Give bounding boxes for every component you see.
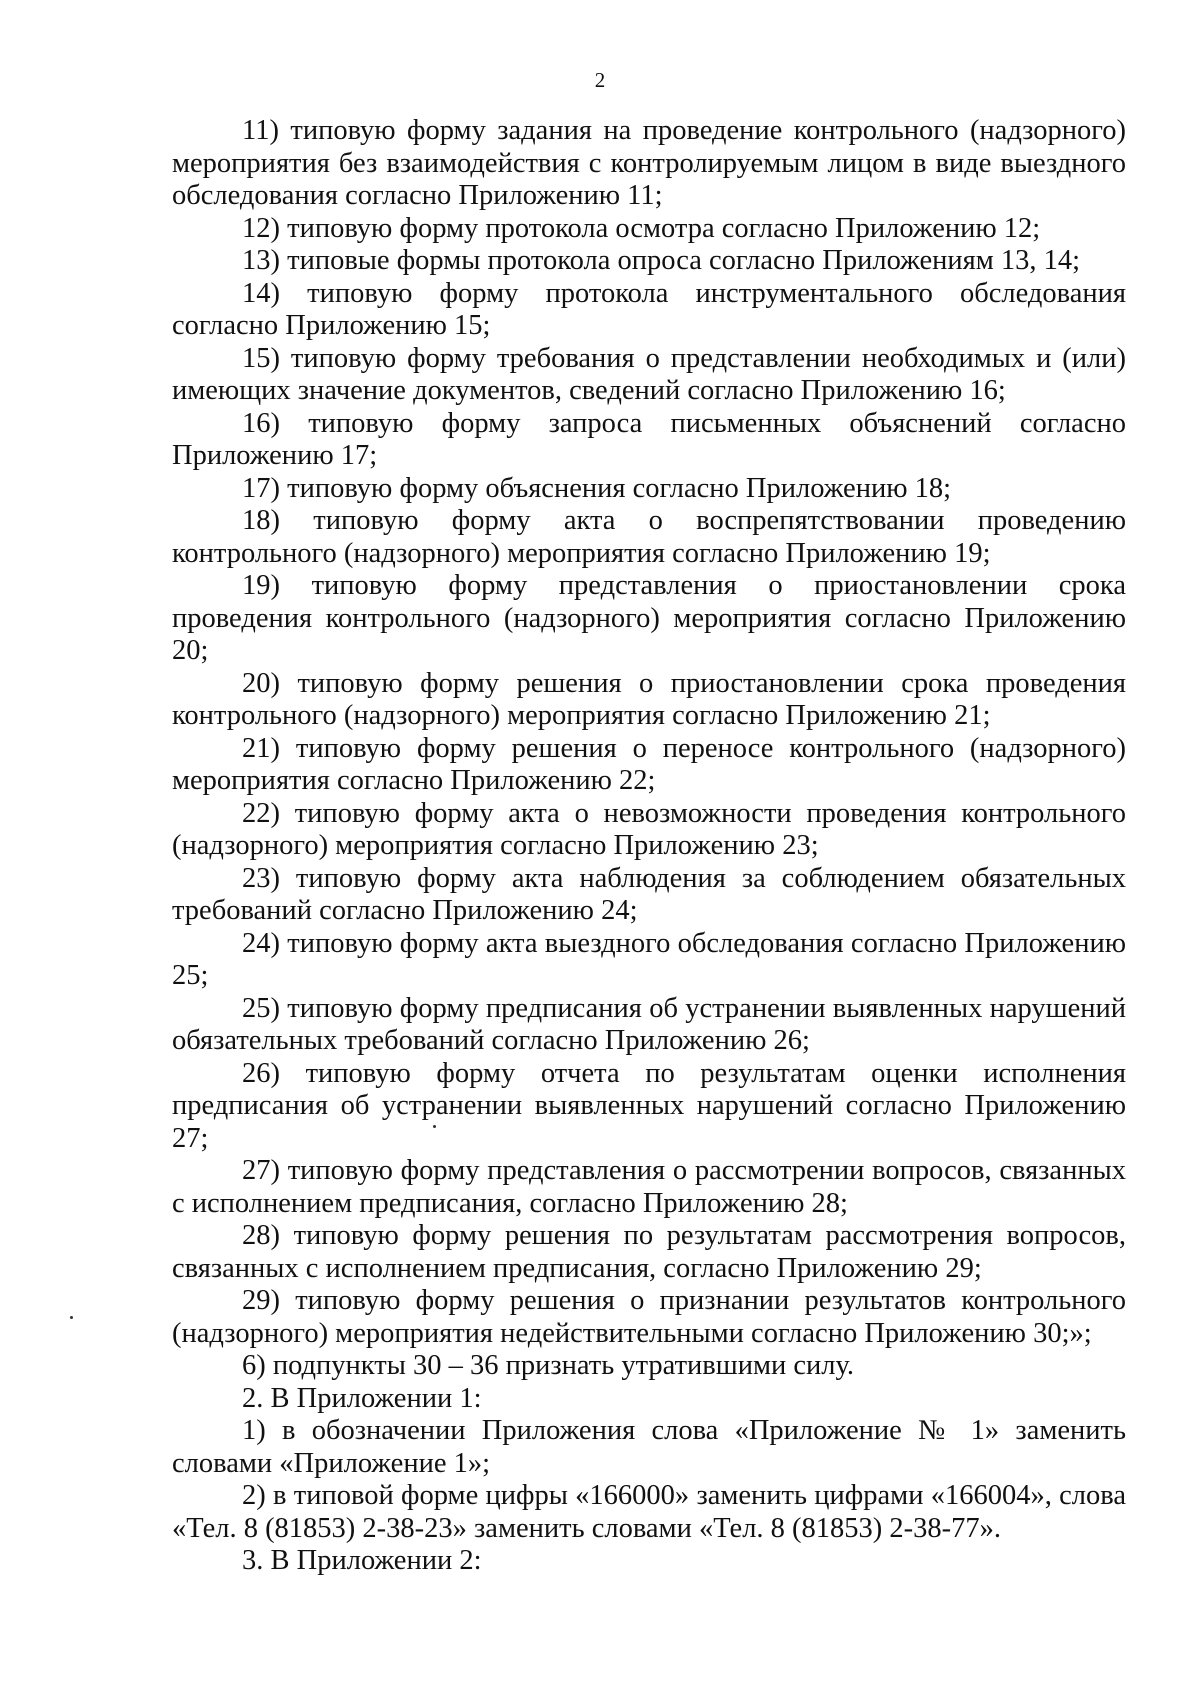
- section-heading-appendix-2: 3. В Приложении 2:: [242, 1545, 482, 1576]
- paragraph-item-24: 24) типовую форму акта выездного обследования согласно Приложению 25;: [172, 927, 1126, 991]
- paragraph-item-22: 22) типовую форму акта о невозможности проведения контрольного (надзорного) мероприятия согласно Приложению 23;: [172, 797, 1126, 861]
- section-heading-appendix-1: 2. В Приложении 1:: [242, 1382, 482, 1414]
- scan-speck: [433, 1125, 436, 1128]
- scan-speck: [70, 1316, 73, 1319]
- document-body: [172, 115, 1126, 1578]
- paragraph-item-17: 17) типовую форму объяснения согласно Приложению 18;: [242, 472, 952, 504]
- paragraph-item-19: 19) типовую форму представления о приостановлении срока проведения контрольного (надзорного) мероприятия согласно Приложению 20;: [172, 570, 1126, 666]
- paragraph-item-29: 29) типовую форму решения о признании результатов контрольного (надзорного) мероприятия недействительными согласно Приложению 30;»;: [172, 1285, 1126, 1349]
- paragraph-item-26: 26) типовую форму отчета по результатам оценки исполнения предписания об устранении выявленных нарушений согласно Приложению 27;: [172, 1057, 1126, 1154]
- paragraph-item-23: 23) типовую форму акта наблюдения за соблюдением обязательных требований согласно Приложению 24;: [172, 862, 1126, 926]
- paragraph-item-14: 14) типовую форму протокола инструментального обследования согласно Приложению 15;: [172, 277, 1126, 341]
- paragraph-item-28: 28) типовую форму решения по результатам рассмотрения вопросов, связанных с исполнением предписания, согласно Приложению 29;: [172, 1220, 1126, 1284]
- appendix-1-item-1: 1) в обозначении Приложения слова «Приложение № 1» заменить словами «Приложение 1»;: [172, 1415, 1126, 1479]
- paragraph-item-25: 25) типовую форму предписания об устранении выявленных нарушений обязательных требований согласно Приложению 26;: [172, 992, 1126, 1056]
- subparagraph-6: 6) подпункты 30 – 36 признать утратившими силу.: [242, 1350, 855, 1381]
- page-number: 2: [594, 68, 606, 92]
- paragraph-item-21: 21) типовую форму решения о переносе контрольного (надзорного) мероприятия согласно Приложению 22;: [172, 732, 1126, 796]
- paragraph-item-18: 18) типовую форму акта о воспрепятствовании проведению контрольного (надзорного) мероприятия согласно Приложению 19;: [172, 505, 1126, 569]
- paragraph-item-15: 15) типовую форму требования о представлении необходимых и (или) имеющих значение документов, сведений согласно Приложению 16;: [172, 342, 1126, 406]
- paragraph-item-20: 20) типовую форму решения о приостановлении срока проведения контрольного (надзорного) мероприятия согласно Приложению 21;: [172, 667, 1126, 731]
- paragraph-item-27: 27) типовую форму представления о рассмотрении вопросов, связанных с исполнением предписания, согласно Приложению 28;: [172, 1155, 1126, 1219]
- paragraph-item-12: 12) типовую форму протокола осмотра согласно Приложению 12;: [242, 212, 1041, 244]
- appendix-1-item-2: 2) в типовой форме цифры «166000» заменить цифрами «166004», слова «Тел. 8 (81853) 2-38-23» заменить словами «Тел. 8 (81853) 2-38-77».: [172, 1480, 1126, 1544]
- paragraph-item-11: 11) типовую форму задания на проведение контрольного (надзорного) мероприятия без взаимодействия с контролируемым лицом в виде выездного обследования согласно Приложению 11;: [172, 115, 1126, 211]
- paragraph-item-13: 13) типовые формы протокола опроса согласно Приложениям 13, 14;: [242, 245, 1081, 276]
- paragraph-item-16: 16) типовую форму запроса письменных объяснений согласно Приложению 17;: [172, 407, 1126, 471]
